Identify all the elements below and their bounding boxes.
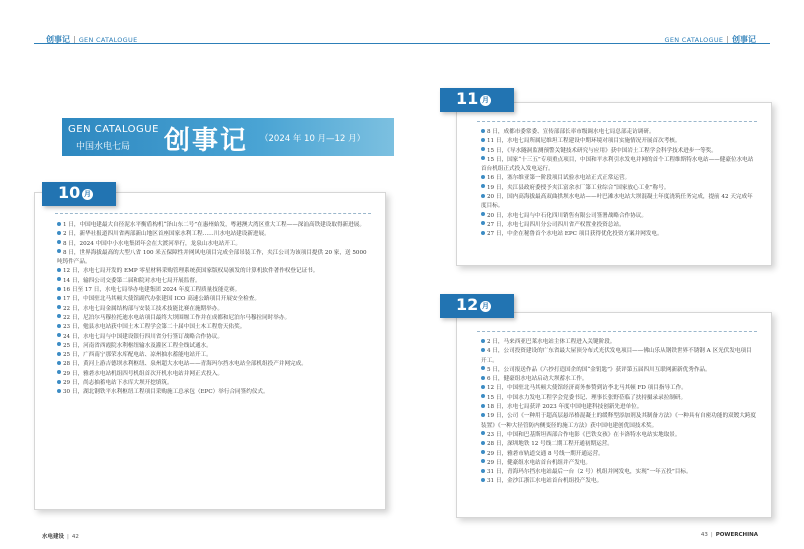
bullet-icon <box>57 240 61 244</box>
bullet-icon <box>57 324 61 328</box>
bullet-icon <box>57 231 61 235</box>
event-item <box>57 314 371 323</box>
event-item <box>57 342 371 351</box>
bullet-icon <box>57 287 61 291</box>
bullet-icon <box>57 361 61 365</box>
event-text: 12 日，中国驻北马其顿大使馆经济商务参赞到访李北马其顿 FD 项目指导工作。 <box>487 385 687 392</box>
event-text: 8 日，成都市委常委、宣传部部长率市级调水电七局总部走访调研。 <box>487 129 655 135</box>
bullet-icon <box>481 221 485 225</box>
panel-november <box>456 102 772 266</box>
header-left-separator: | <box>73 35 76 44</box>
bullet-icon <box>57 342 61 346</box>
bullet-icon <box>481 431 485 435</box>
event-text: 23 日，中国和巴基斯坦西部合作电影《巴铁女孩》在卡洛特水电站实地取景。 <box>487 431 681 438</box>
bullet-icon <box>481 194 485 198</box>
event-item <box>481 375 757 384</box>
event-text: 4 日，公司投资建设的广东省最大屋顶分布式光伏发电项目——佛山乐从钢铁世界不锈钢 A 区光伏发电项目开工。 <box>481 348 752 364</box>
event-item <box>57 240 371 249</box>
month-number: 12 <box>456 295 479 314</box>
event-item <box>57 221 371 230</box>
event-item <box>57 277 371 286</box>
event-item <box>481 384 757 393</box>
event-item <box>57 295 371 304</box>
event-text: 6 日，健豪组水电站启动大坝蓄水工作。 <box>487 376 588 383</box>
event-item <box>481 394 757 403</box>
event-item <box>481 347 757 366</box>
event-list-december <box>481 338 757 487</box>
event-text: 5 日，公司报送作品《六抄打造国企的国“金钥匙”》获评第五届四川互联网新新优秀作品。 <box>487 366 711 373</box>
month-unit-badge: 月 <box>84 190 91 198</box>
footer-separator: | <box>710 532 713 538</box>
event-item <box>57 360 371 369</box>
panel-december <box>456 312 772 518</box>
bullet-icon <box>481 366 485 370</box>
event-text: 17 日，中国驻北马其顿大使馆副代办张建国 ICO 高速公路项目开展安全检查。 <box>63 296 260 303</box>
event-text: 29 日，雅砻水电站机组四号机组首次开机水电站并网正式投入。 <box>63 370 223 377</box>
bullet-icon <box>481 413 485 417</box>
divider <box>477 121 757 122</box>
page-number-left: 42 <box>71 534 79 540</box>
bullet-icon <box>481 129 485 133</box>
event-text: 18 日，水电七局获评 2023 年度中国电建科技创新先进单位。 <box>487 404 643 411</box>
event-text: 8 日，世界海拔最高的大型八省 100 米五保障性并网风电项目完成全部吊装工作，夹江公司为该项目提供 20 家，送 5000 吨铸件产品。 <box>57 249 367 266</box>
bullet-icon <box>57 389 61 393</box>
bullet-icon <box>481 147 485 151</box>
event-item <box>57 286 371 295</box>
footer-separator: | <box>67 534 69 540</box>
banner-english: GEN CATALOGUE <box>68 124 159 135</box>
bullet-icon <box>481 175 485 179</box>
event-item <box>481 338 757 347</box>
event-item <box>481 412 757 431</box>
bullet-icon <box>481 394 485 398</box>
event-text: 15 日，中国水力发电工程学会党委书记、理事长张野莅临了扶持摄录录拉制研。 <box>487 394 687 401</box>
event-text: 15 日，《导水隧洞监测预警关键技术研究与应用》获中国岩土工程学会科学技术进步一等奖。 <box>487 147 717 154</box>
event-item <box>57 249 371 268</box>
event-item <box>57 305 371 314</box>
banner-period: （2024 年 10 月—12 月） <box>260 134 366 144</box>
bullet-icon <box>481 385 485 389</box>
header-left-subtitle: GEN CATALOGUE <box>78 36 138 44</box>
event-text: 29 日，雅砻市轨道交通 8 号线一期开通运营。 <box>487 450 604 457</box>
bullet-icon <box>481 212 485 216</box>
bullet-icon <box>481 184 485 188</box>
event-item <box>481 459 757 468</box>
event-item <box>57 379 371 388</box>
event-text: 25 日，广西南宁那荣水库配电站、凉州抽水蓄能电站开工。 <box>63 352 212 359</box>
event-item <box>481 366 757 375</box>
bullet-icon <box>57 222 61 226</box>
month-number: 11 <box>456 89 479 108</box>
event-text: 14 日，输四公司交委第二届和院对水电七局开展监督。 <box>63 277 201 284</box>
month-tab-december <box>440 294 514 318</box>
event-list-october <box>57 221 371 398</box>
header-right-separator: | <box>726 35 729 44</box>
event-item <box>481 156 757 175</box>
event-text: 2 日，马来西亚巴莱水电站主体工程进入关键阶段。 <box>487 339 616 345</box>
bullet-icon <box>481 404 485 408</box>
event-item <box>57 333 371 342</box>
event-text: 1 日，中国电建最大自径泥水平衡盾构机“泽山东二号”在惠州始发，粤港澳大湾区重大工程——深汕高铁建设取得新进展。 <box>63 222 365 228</box>
event-text: 15 日，国家“十三五”专项重点项目，中国和平水利引水发电并网的首个工程维斯特水电站——健豪位水电站首台机组正式投入发电运行。 <box>481 156 754 173</box>
header-right-title: 创事记 <box>732 35 756 44</box>
event-text: 2 日，新华社报道四川省两部新山地区首座国家水利工程……川水电站建设新进展。 <box>63 231 270 238</box>
event-item <box>57 370 371 379</box>
event-item <box>57 388 371 397</box>
event-text: 19 日，公司《一种用于超高层悬吊格混凝土的缓释型添加剂及其制备方法》《一种具有自密功能的双镀大跨度装置》《一种大径管防内侧变径的施工方法》获中国电建创优国技术奖。 <box>481 413 757 429</box>
month-unit-badge: 月 <box>482 96 489 104</box>
bullet-icon <box>481 138 485 142</box>
event-item <box>481 431 757 440</box>
event-text: 12 日，水电七局开发的 EMP 零星材料采购管理系统获国家版权局颁发的计算机软件著作权登记证书。 <box>63 268 319 275</box>
event-item <box>57 267 371 276</box>
panel-october <box>34 192 386 510</box>
header-left-title: 创事记 <box>46 35 70 44</box>
bullet-icon <box>57 268 61 272</box>
event-list-november <box>481 128 757 240</box>
event-text: 22 日，水电七局金属结构部与安装工技术技能比赛在施期举办。 <box>63 305 223 312</box>
bullet-icon <box>481 231 485 235</box>
month-number: 10 <box>58 183 81 202</box>
event-text: 31 日，金沙江浙江水电站首台机组投产发电。 <box>487 478 603 485</box>
event-item <box>481 147 757 156</box>
bullet-icon <box>57 296 61 300</box>
bullet-icon <box>57 249 61 253</box>
divider <box>477 331 757 332</box>
bullet-icon <box>481 339 485 343</box>
event-text: 20 日，水电七局与中石化四川销售有限公司签署战略合作协议。 <box>487 212 647 219</box>
event-text: 8 日，2024 中国中小水电集团年会在大渡河举行，龙泉山水电站开工。 <box>63 240 241 247</box>
event-text: 25 日，河南省西霞院水利枢纽输水及灌区工程全线试通水。 <box>63 342 212 349</box>
bullet-icon <box>57 305 61 309</box>
footer-right <box>701 532 758 538</box>
event-text: 23 日，勉县水电站获中国土木工程学会第二十届中国土木工程詹天佑奖。 <box>63 324 246 331</box>
event-item <box>481 440 757 449</box>
event-item <box>57 351 371 360</box>
event-text: 29 日，尚志抽蓄电站下水库大坝开挖填筑。 <box>63 380 173 387</box>
event-item <box>481 137 757 146</box>
event-item <box>481 128 757 137</box>
header-rule <box>34 43 770 44</box>
event-text: 27 日，水电七局四川分公司四川省产权置业投资总站。 <box>487 221 625 228</box>
event-item <box>481 230 757 239</box>
event-text: 27 日，中企在秘鲁首个水电站 EPC 项目获得优化投资方案并网发电。 <box>487 231 663 238</box>
divider <box>55 213 371 214</box>
event-item <box>57 230 371 239</box>
event-item <box>481 403 757 412</box>
banner-title: 创事记 <box>164 126 249 156</box>
title-banner <box>62 118 394 156</box>
event-item <box>481 174 757 183</box>
event-text: 19 日，夹江县政府委授予夹江富余水厂第工业综合“国家放心工业”称号。 <box>487 184 670 191</box>
event-item <box>481 193 757 212</box>
event-item <box>481 468 757 477</box>
event-text: 22 日，尼泊尔马穆拉托迪水电站项目最终大坝围堰工作并在成都和尼泊尔马穆拉同时举办。 <box>63 314 291 321</box>
bullet-icon <box>481 348 485 352</box>
event-item <box>57 323 371 332</box>
footer-brand-right: POWERCHINA <box>715 532 758 538</box>
event-text: 30 日，湖北钢铁平水利枢纽工程项目采购施工总承包（EPC）举行合同签约仪式。 <box>63 389 269 396</box>
event-text: 24 日，水电七局与中国建设银行四川省分行签订战略合作协议。 <box>63 333 223 340</box>
event-text: 20 日，国内高海拔最高双曲拱坝水电站——叶巴滩水电站大坝混凝土年度浇筑任务完成，提前 42 天完成年度目标。 <box>481 194 753 210</box>
bullet-icon <box>481 376 485 380</box>
bullet-icon <box>481 450 485 454</box>
bullet-icon <box>481 459 485 463</box>
event-text: 28 日，深圳地铁 12 号线二期工程开通初期运营。 <box>487 441 613 448</box>
month-tab-october <box>42 182 116 206</box>
page-number-right: 43 <box>700 532 708 538</box>
month-tab-november <box>440 88 514 112</box>
bullet-icon <box>57 380 61 384</box>
bullet-icon <box>481 441 485 445</box>
header-right-subtitle: GEN CATALOGUE <box>664 36 724 44</box>
event-item <box>481 450 757 459</box>
bullet-icon <box>57 352 61 356</box>
bullet-icon <box>57 333 61 337</box>
footer-brand: 水电建设 <box>42 534 65 540</box>
event-item <box>481 477 757 486</box>
event-item <box>481 184 757 193</box>
event-text: 29 日，健豪组水电站首台机组并产发电。 <box>487 459 591 466</box>
bullet-icon <box>481 469 485 473</box>
event-item <box>481 212 757 221</box>
event-text: 16 日至 17 日，水电七局举办电建集团 2024 年度工程质量技能竞赛。 <box>63 287 241 294</box>
event-text: 28 日，黄河上游吉德坝水利枢纽、泉州超大水电站——青海玛尔挡水电站全部机组投产并网完成。 <box>63 361 307 368</box>
event-item <box>481 221 757 230</box>
banner-company: 中国水电七局 <box>76 142 131 152</box>
bullet-icon <box>57 277 61 281</box>
month-unit-badge: 月 <box>482 302 489 310</box>
event-text: 31 日，青海玛尔挡水电站最后一台（2 号）机组并网发电，实现“一年五投”目标。 <box>487 469 692 476</box>
bullet-icon <box>481 478 485 482</box>
footer-left <box>42 532 79 540</box>
bullet-icon <box>57 314 61 318</box>
event-text: 16 日，塞尔维亚第一阶段项目试验水电站正式正常运营。 <box>487 175 631 182</box>
event-text: 11 日，水电七局所属尼维坦工程建设中期环境对项目实施情况开展首次考核。 <box>487 138 681 145</box>
bullet-icon <box>481 156 485 160</box>
bullet-icon <box>57 370 61 374</box>
